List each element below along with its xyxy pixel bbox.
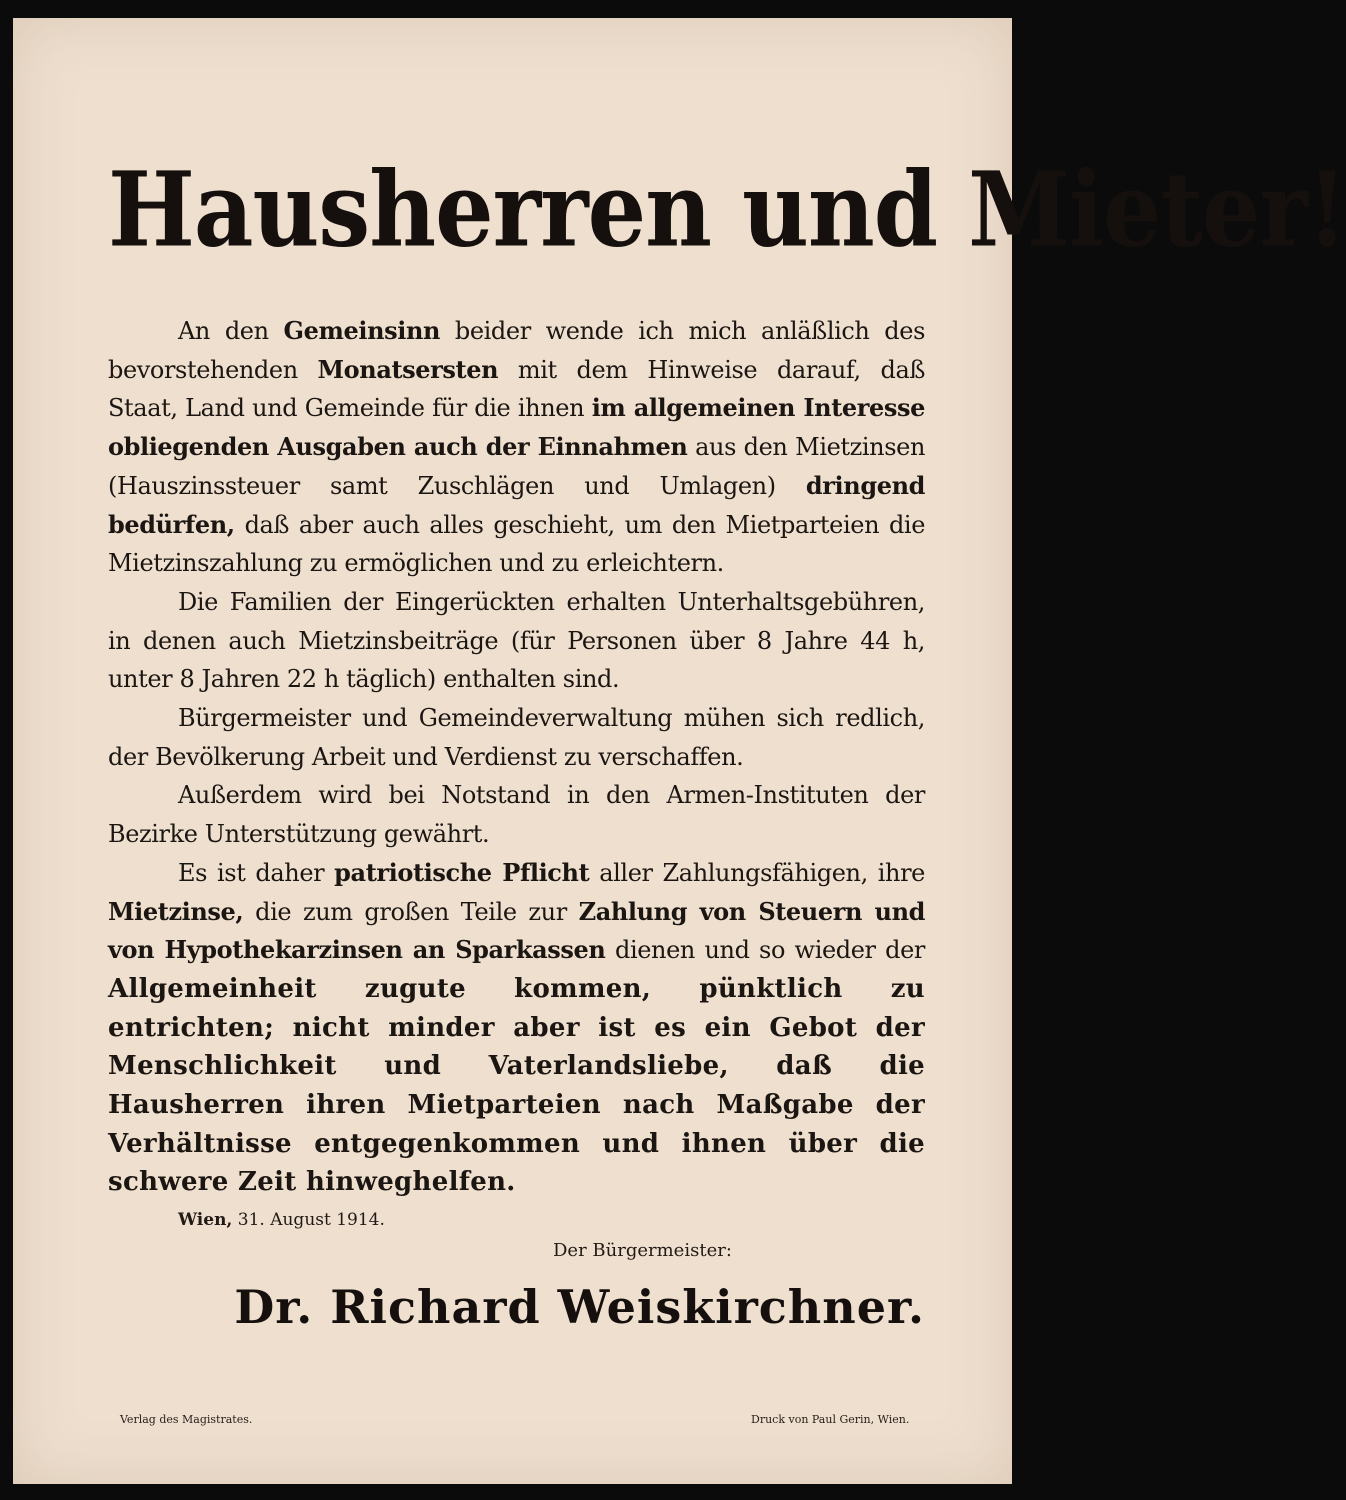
emphasis-text: Allgemeinheit zugute kommen, pünktlich zu entrichten; nicht minder aber ist es ein Gebot der Menschlichkeit und Vaterlandsliebe, daß die Hausherren ihren Mietparteien nach Maßgabe der Verhältnisse entgegenkommen und ihnen über die schwere Zeit hinweghelfen. xyxy=(108,973,925,1198)
body-text: daß aber auch alles geschieht, um den Mietparteien die Mietzinszahlung zu ermöglichen und zu erleichtern. xyxy=(108,510,925,578)
poster-sheet xyxy=(13,18,1346,1484)
body-text: Die Familien der Eingerückten erhalten Unterhaltsgebühren, in denen auch Mietzinsbeiträge (für Personen über 8 Jahre 44 h, unter 8 Jahren 22 h täglich) enthalten sind. xyxy=(108,587,925,694)
body-text: die zum großen Teile zur xyxy=(243,897,579,926)
signatory-name: Dr. Richard Weiskirchner. xyxy=(234,1280,925,1334)
body-text: An den xyxy=(178,317,284,345)
body-text: Es ist daher xyxy=(178,858,335,887)
poster-body xyxy=(108,312,925,1202)
emphasis-text: im allgemeinen Interesse obliegenden Ausgaben auch der Einnahmen xyxy=(108,393,925,462)
emphasis-text: dringend bedürfen, xyxy=(108,470,925,539)
emphasis-text: Mietzinse, xyxy=(108,896,244,926)
emphasis-text: Monatsersten xyxy=(317,354,499,384)
poster-title: Hausherren und Mieter! xyxy=(108,149,1346,270)
body-text: mit dem Hinweise darauf, daß Staat, Land und Gemeinde für die ihnen xyxy=(108,355,925,423)
dateline-date: 31. August 1914. xyxy=(237,1210,385,1230)
body-text: Bürgermeister und Gemeindeverwaltung mühen sich redlich, der Bevölkerung Arbeit und Verdienst zu verschaffen. xyxy=(108,704,925,771)
body-text: aller Zahlungsfähigen, ihre xyxy=(589,858,925,887)
dateline xyxy=(178,1210,385,1230)
body-paragraph xyxy=(108,699,925,776)
dateline-place: Wien, xyxy=(178,1210,233,1230)
body-paragraph xyxy=(108,312,925,583)
emphasis-text: Gemeinsinn xyxy=(283,316,441,345)
signatory-role: Der Bürgermeister: xyxy=(553,1240,732,1261)
body-text: aus den Mietzinsen (Hauszinssteuer samt Zuschlägen und Umlagen) xyxy=(108,433,925,500)
body-paragraph xyxy=(108,776,925,853)
body-text: dienen und so wieder der xyxy=(605,936,925,965)
body-text: Außerdem wird bei Notstand in den Armen-Instituten der Bezirke Unterstützung gewährt. xyxy=(108,781,925,849)
body-paragraph xyxy=(108,854,925,1202)
body-text: beider wende ich mich anläßlich des bevorstehenden xyxy=(108,317,925,384)
emphasis-text: patriotische Pflicht xyxy=(334,857,590,887)
publisher-note: Verlag des Magistrates. xyxy=(120,1413,253,1426)
emphasis-text: Zahlung von Steuern und von Hypothekarzinsen an Sparkassen xyxy=(108,896,925,965)
printer-note: Druck von Paul Gerin, Wien. xyxy=(751,1413,910,1426)
body-paragraph xyxy=(108,583,925,699)
